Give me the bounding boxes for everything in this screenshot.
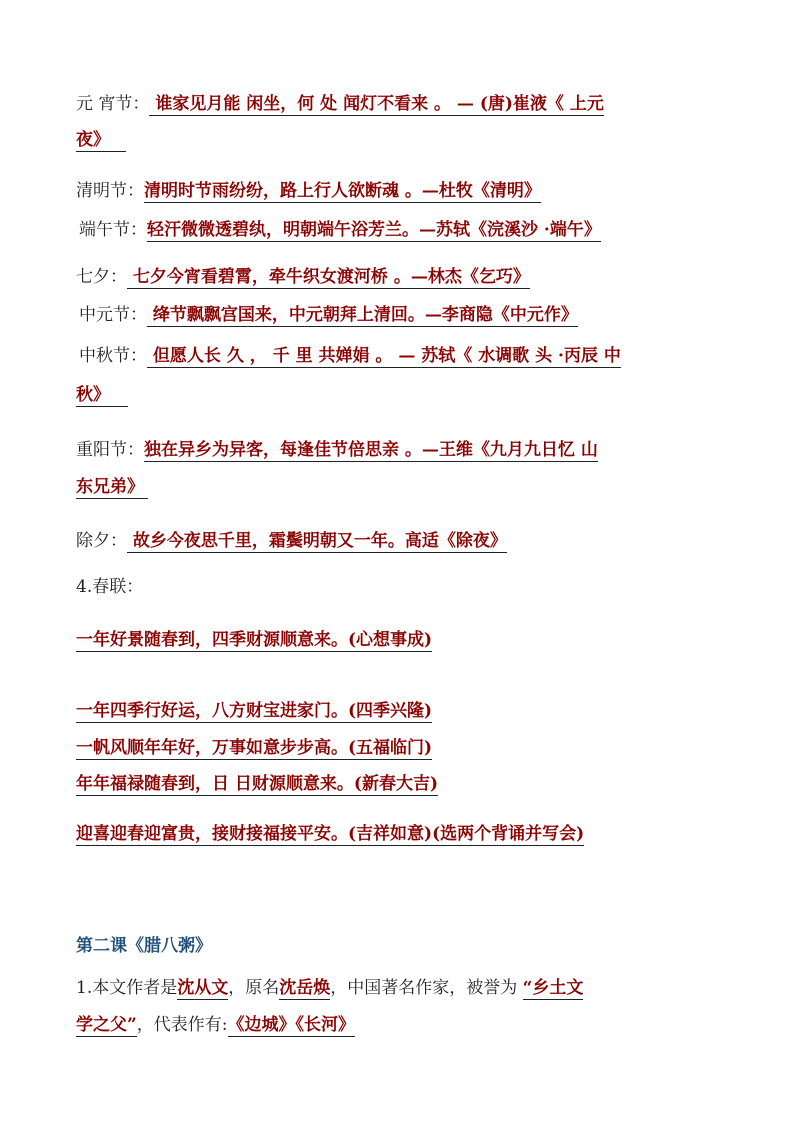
festival-label: 端午节： — [79, 220, 147, 240]
festival-yuanxiao — [76, 93, 604, 115]
festival-chongyang — [76, 439, 598, 461]
festival-poem-cont: 夜》 — [76, 130, 126, 152]
couplet-item: 一帆风顺年年好，万事如意步步高。(五福临门) — [76, 738, 433, 758]
spring-couplets-label: 4.春联： — [76, 577, 144, 597]
couplet-item: 一年四季行好运，八方财宝进家门。(四季兴隆) — [76, 701, 433, 721]
festival-poem: 轻汗微微透碧纨，明朝端午浴芳兰。—苏轼《浣溪沙 ·端午》 — [147, 220, 601, 240]
festival-poem-cont: 东兄弟》 — [76, 477, 148, 499]
festival-chongyang-cont — [76, 476, 148, 498]
festival-label: 清明节： — [76, 181, 144, 201]
lesson-q1: 1.本文作者是沈从文，原名沈岳焕，中国著名作家，被誉为 “乡土文 — [76, 978, 584, 998]
representative-works: 《边城》《长河》 — [227, 1015, 356, 1035]
festival-poem: 绛节飘飘宫国来，中元朝拜上清回。—李商隐《中元作》 — [147, 305, 578, 325]
original-name: 沈岳焕 — [279, 978, 331, 998]
festival-zhongqiu — [79, 345, 621, 367]
festival-yuanxiao-cont — [76, 129, 126, 151]
couplet-item: 年年福禄随春到，日 日财源顺意来。(新春大吉) — [76, 774, 439, 794]
festival-label: 中秋节： — [79, 346, 147, 366]
festival-label: 元 宵节： — [76, 94, 150, 114]
festival-poem: 清明时节雨纷纷，路上行人欲断魂 。—杜牧《清明》 — [144, 181, 541, 201]
couplet-item: 迎喜迎春迎富贵，接财接福接平安。(吉祥如意)(选两个背诵并写会) — [76, 824, 585, 844]
festival-qixi — [76, 266, 530, 288]
festival-label: 重阳节： — [76, 440, 144, 460]
festival-label: 七夕： — [76, 267, 127, 287]
author-name: 沈从文 — [177, 978, 229, 998]
festival-poem: 独在异乡为异客，每逢佳节倍思亲 。—王维《九月九日忆 山 — [144, 440, 598, 460]
lesson-title: 第二课《腊八粥》 — [76, 936, 212, 956]
festival-zhongyuan — [79, 304, 578, 326]
lesson-q1-cont: 学之父”，代表作有:《边城》《长河》 — [76, 1015, 356, 1035]
festival-duanwu — [79, 219, 601, 241]
festival-qingming — [76, 180, 541, 202]
festival-poem: 谁家见月能 闲坐，何 处 闻灯不看来 。 — (唐)崔液《 上元 — [149, 94, 604, 114]
festival-label: 除夕： — [76, 531, 127, 551]
couplet-item: 一年好景随春到，四季财源顺意来。(心想事成) — [76, 630, 433, 650]
festival-poem: 但愿人长 久 ， 千 里 共婵娟 。 — 苏轼《 水调歌 头 ·丙辰 中 — [147, 346, 621, 366]
honor-title-cont: 学之父” — [76, 1015, 137, 1035]
festival-poem-cont: 秋》 — [76, 385, 128, 407]
honor-title: “乡土文 — [522, 978, 584, 998]
festival-zhongqiu-cont — [76, 384, 128, 406]
festival-label: 中元节： — [79, 305, 147, 325]
festival-chuxi — [76, 530, 507, 552]
festival-poem: 故乡今夜思千里，霜鬓明朝又一年。高适《除夜》 — [127, 531, 507, 551]
festival-poem: 七夕今宵看碧霄，牵牛织女渡河桥 。—林杰《乞巧》 — [127, 267, 530, 287]
